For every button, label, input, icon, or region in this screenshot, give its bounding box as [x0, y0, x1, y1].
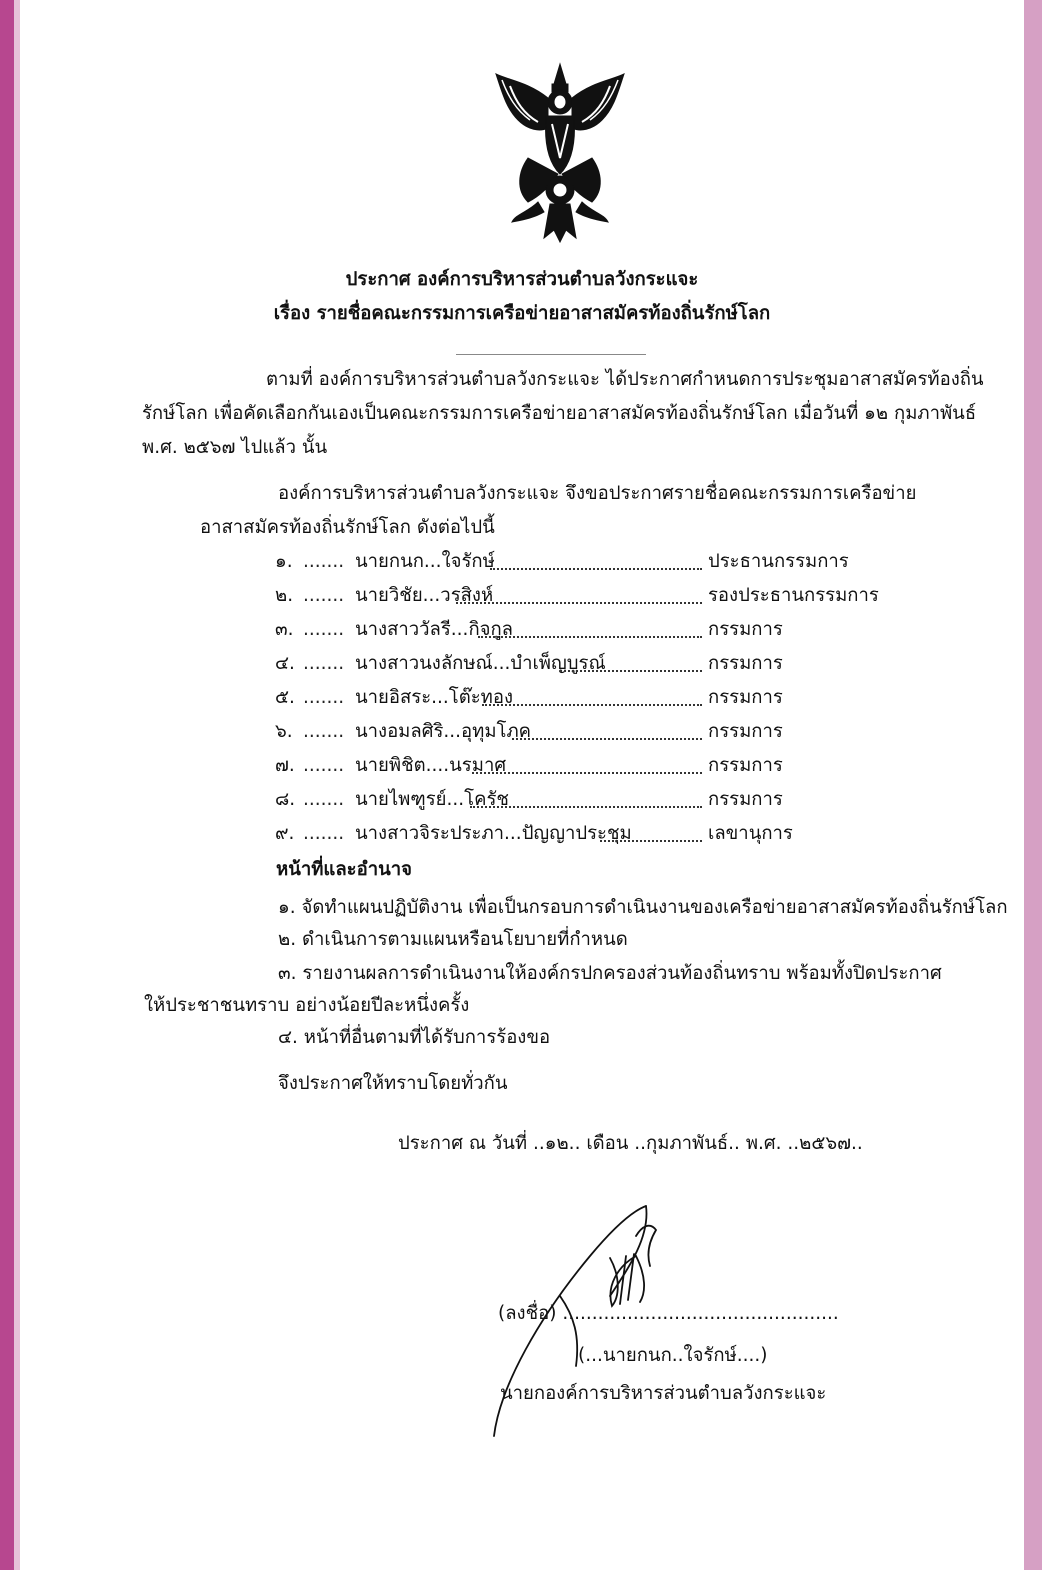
right-border-strip: [1024, 0, 1042, 1570]
signer-position: นายกองค์การบริหารส่วนตำบลวังกระแจะ: [500, 1383, 827, 1404]
dot-leader: [472, 754, 702, 774]
duty-item-3-line-2: ให้ประชาชนทราบ อย่างน้อยปีละหนึ่งครั้ง: [144, 995, 470, 1016]
member-row: [20, 686, 1024, 712]
document-page: [20, 0, 1024, 1570]
duty-item-3-line-1: ๓. รายงานผลการดำเนินงานให้องค์กรปกครองส่วนท้องถิ่นทราบ พร้อมทั้งปิดประกาศ: [278, 963, 942, 984]
member-row: [20, 550, 1024, 576]
member-number: ๗.: [275, 755, 295, 776]
signer-name: (...นายกนก..ใจรักษ์....): [578, 1345, 768, 1366]
member-prefix-dots: .......: [303, 687, 345, 708]
member-role: เลขานุการ: [708, 823, 793, 844]
header-line-1: ประกาศ องค์การบริหารส่วนตำบลวังกระแจะ: [345, 269, 699, 290]
duty-item-4: ๔. หน้าที่อื่นตามที่ได้รับการร้องขอ: [278, 1027, 551, 1048]
member-role: รองประธานกรรมการ: [708, 585, 879, 606]
dot-leader: [470, 788, 702, 808]
member-row: [20, 584, 1024, 610]
member-number: ๓.: [275, 619, 294, 640]
member-prefix-dots: .......: [303, 619, 345, 640]
member-number: ๖.: [275, 721, 293, 742]
member-role: กรรมการ: [708, 653, 783, 674]
dot-leader: [600, 822, 702, 842]
dot-leader: [512, 720, 702, 740]
member-name: นางสาวจิระประภา...ปัญญาประชุม: [355, 823, 632, 844]
member-role: ประธานกรรมการ: [708, 551, 849, 572]
duties-heading: หน้าที่และอำนาจ: [276, 859, 412, 880]
closing-statement: จึงประกาศให้ทราบโดยทั่วกัน: [278, 1073, 508, 1094]
announcement-date: ประกาศ ณ วันที่ ..๑๒.. เดือน ..กุมภาพันธ์.. พ.ศ. ..๒๕๖๗..: [398, 1133, 863, 1154]
member-role: กรรมการ: [708, 687, 783, 708]
member-row: [20, 618, 1024, 644]
sign-line: (ลงชื่อ) ...............................................: [498, 1303, 839, 1324]
member-row: [20, 720, 1024, 746]
member-row: [20, 754, 1024, 780]
header-subject: เรื่อง รายชื่อคณะกรรมการเครือข่ายอาสาสมัครท้องถิ่นรักษ์โลก: [273, 303, 771, 324]
dot-leader: [490, 550, 702, 570]
member-number: ๙.: [275, 823, 295, 844]
left-border-strip: [0, 0, 14, 1570]
member-name: นายอิสระ...โต๊ะทอง: [355, 687, 514, 708]
member-prefix-dots: .......: [303, 551, 345, 572]
duty-item-1: ๑. จัดทำแผนปฏิบัติงาน เพื่อเป็นกรอบการดำเนินงานของเครือข่ายอาสาสมัครท้องถิ่นรักษ์โลก: [278, 897, 1008, 918]
member-prefix-dots: .......: [303, 755, 345, 776]
dot-leader: [478, 618, 702, 638]
intro-line-2: รักษ์โลก เพื่อคัดเลือกกันเองเป็นคณะกรรมการเครือข่ายอาสาสมัครท้องถิ่นรักษ์โลก เมื่อวันที่ ๑๒ กุมภาพันธ์: [142, 403, 977, 424]
member-name: นางสาววัลรี...กิจกูล: [355, 619, 514, 640]
duty-item-2: ๒. ดำเนินการตามแผนหรือนโยบายที่กำหนด: [278, 929, 628, 950]
dot-leader: [456, 584, 702, 604]
member-number: ๕.: [275, 687, 295, 708]
member-number: ๑.: [275, 551, 293, 572]
member-row: [20, 822, 1024, 848]
intro-line-1: ตามที่ องค์การบริหารส่วนตำบลวังกระแจะ ได้ประกาศกำหนดการประชุมอาสาสมัครท้องถิ่น: [266, 369, 984, 390]
member-prefix-dots: .......: [303, 585, 345, 606]
member-number: ๔.: [275, 653, 295, 674]
member-row: [20, 652, 1024, 678]
intro-line-5: อาสาสมัครท้องถิ่นรักษ์โลก ดังต่อไปนี้: [200, 517, 495, 538]
member-name: นางสาวนงลักษณ์...บำเพ็ญบูรณ์: [355, 653, 606, 674]
member-role: กรรมการ: [708, 619, 783, 640]
member-prefix-dots: .......: [303, 823, 345, 844]
member-name: นายวิชัย...วรสิงห์: [355, 585, 494, 606]
intro-line-3: พ.ศ. ๒๕๖๗ ไปแล้ว นั้น: [142, 437, 328, 458]
member-number: ๒.: [275, 585, 294, 606]
member-role: กรรมการ: [708, 755, 783, 776]
member-name: นายไพฑูรย์...โครัช: [355, 789, 509, 810]
member-prefix-dots: .......: [303, 653, 345, 674]
garuda-emblem-icon: [488, 62, 632, 244]
member-number: ๘.: [275, 789, 296, 810]
header-divider: [456, 354, 646, 355]
dot-leader: [560, 652, 702, 672]
member-role: กรรมการ: [708, 721, 783, 742]
dot-leader: [482, 686, 702, 706]
member-name: นายกนก...ใจรักษ์: [355, 551, 495, 572]
member-prefix-dots: .......: [303, 721, 345, 742]
intro-line-4: องค์การบริหารส่วนตำบลวังกระแจะ จึงขอประกาศรายชื่อคณะกรรมการเครือข่าย: [278, 483, 917, 504]
member-role: กรรมการ: [708, 789, 783, 810]
member-name: นายพิชิต....นรมาศ: [355, 755, 507, 776]
member-name: นางอมลศิริ...อุทุมโภค: [355, 721, 532, 742]
member-row: [20, 788, 1024, 814]
member-prefix-dots: .......: [303, 789, 345, 810]
